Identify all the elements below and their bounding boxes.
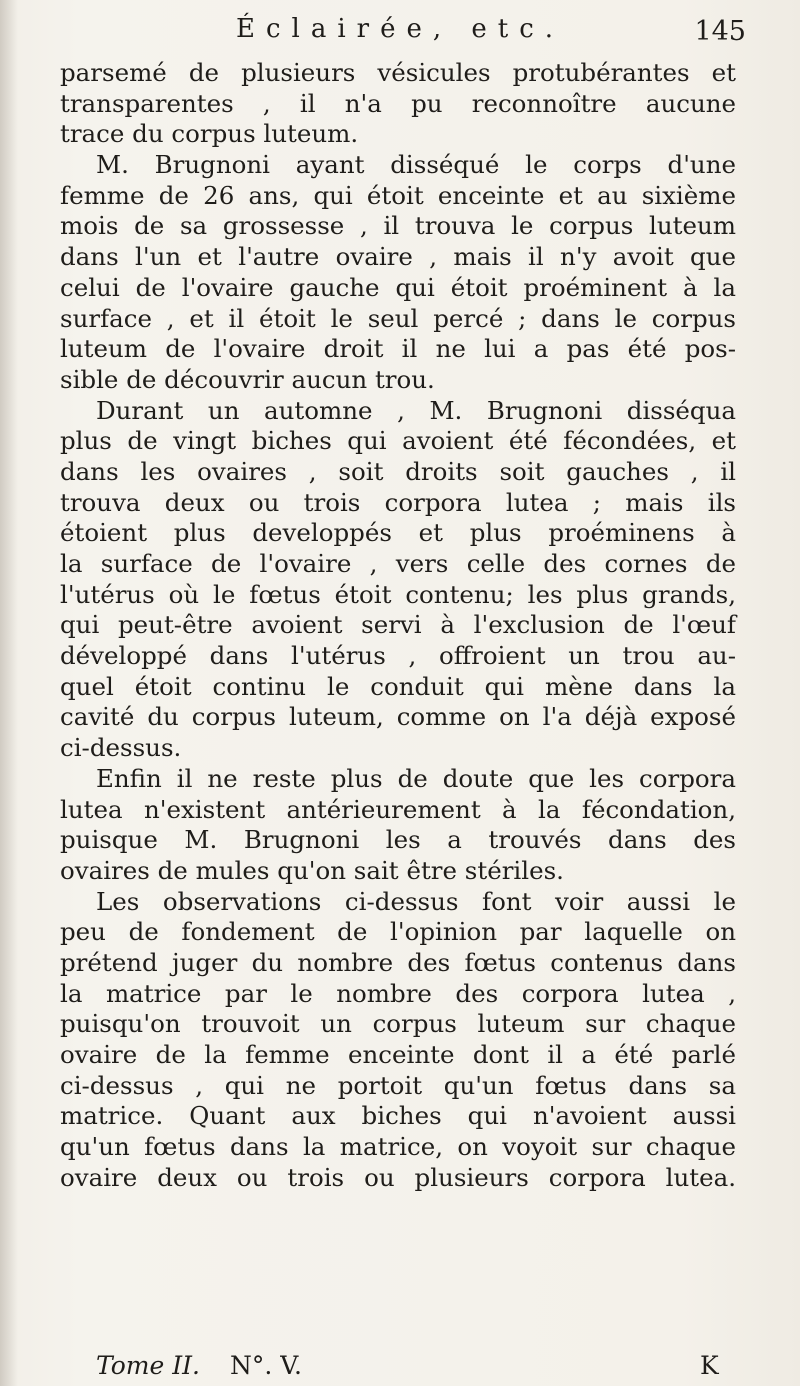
text-line: la matrice par le nombre des corpora lutea , [60, 978, 736, 1008]
text-line: qu'un fœtus dans la matrice, on voyoit sur chaque [60, 1132, 736, 1162]
text-line: ci-dessus , qui ne portoit qu'un fœtus dans sa [60, 1070, 736, 1100]
text-line: Enfin il ne reste plus de doute que les corpora [96, 763, 736, 793]
text-line: plus de vingt biches qui avoient été fécondées, et [60, 426, 736, 456]
signature-mark: K [700, 1351, 719, 1380]
text-line: quel étoit continu le conduit qui mène dans la [60, 671, 736, 701]
text-line: Durant un automne , M. Brugnoni disséqua [96, 395, 736, 425]
spine-shadow [0, 0, 18, 1386]
text-line: sible de découvrir aucun trou. [60, 364, 435, 394]
text-line: trouva deux ou trois corpora lutea ; mais ils [60, 487, 736, 517]
text-line: luteum de l'ovaire droit il ne lui a pas été pos- [60, 334, 736, 364]
text-line: cavité du corpus luteum, comme on l'a déjà exposé [60, 702, 736, 732]
page-number: 145 [694, 16, 746, 47]
text-line: dans les ovaires , soit droits soit gauches , il [60, 456, 736, 486]
text-line: surface , et il étoit le seul percé ; dans le corpus [60, 303, 736, 333]
issue-number: N°. V. [230, 1351, 302, 1380]
text-line: étoient plus developpés et plus proéminens à [60, 518, 736, 548]
text-line: M. Brugnoni ayant disséqué le corps d'une [96, 150, 736, 180]
page-header [236, 12, 746, 54]
text-line: ovaire deux ou trois ou plusieurs corpora lutea. [60, 1162, 736, 1192]
volume-label: Tome II. [96, 1351, 200, 1380]
text-line: peu de fondement de l'opinion par laquelle on [60, 917, 736, 947]
text-line: ovaires de mules qu'on sait être stériles. [60, 855, 564, 885]
text-line: l'utérus où le fœtus étoit contenu; les plus grands, [60, 579, 736, 609]
text-line: ovaire de la femme enceinte dont il a été parlé [60, 1040, 736, 1069]
text-line: trace du corpus luteum. [60, 119, 359, 149]
text-line: ci-dessus. [60, 733, 182, 763]
text-line: Les observations ci-dessus font voir aussi le [96, 886, 736, 916]
page-footer [96, 1351, 724, 1383]
text-line: celui de l'ovaire gauche qui étoit proéminent à la [60, 272, 736, 302]
text-line: dans l'un et l'autre ovaire , mais il n'y avoit que [60, 242, 736, 272]
body-text [60, 58, 736, 1193]
text-line: développé dans l'utérus , offroient un trou au- [60, 641, 736, 671]
text-line: puisqu'on trouvoit un corpus luteum sur chaque [60, 1009, 736, 1039]
text-line: prétend juger du nombre des fœtus contenus dans [60, 947, 736, 977]
text-line: parsemé de plusieurs vésicules protubérantes et [60, 58, 736, 87]
text-line: qui peut-être avoient servi à l'exclusion de l'œuf [60, 610, 736, 640]
text-line: mois de sa grossesse , il trouva le corpus luteum [60, 211, 736, 241]
running-title: Éclairée, etc. [236, 14, 565, 44]
text-line: matrice. Quant aux biches qui n'avoient aussi [60, 1101, 736, 1131]
text-line: femme de 26 ans, qui étoit enceinte et au sixième [60, 180, 736, 210]
text-line: transparentes , il n'a pu reconnoître aucune [60, 88, 736, 118]
text-line: la surface de l'ovaire , vers celle des cornes de [60, 549, 736, 578]
text-line: lutea n'existent antérieurement à la fécondation, [60, 794, 736, 824]
text-line: puisque M. Brugnoni les a trouvés dans des [60, 825, 736, 855]
